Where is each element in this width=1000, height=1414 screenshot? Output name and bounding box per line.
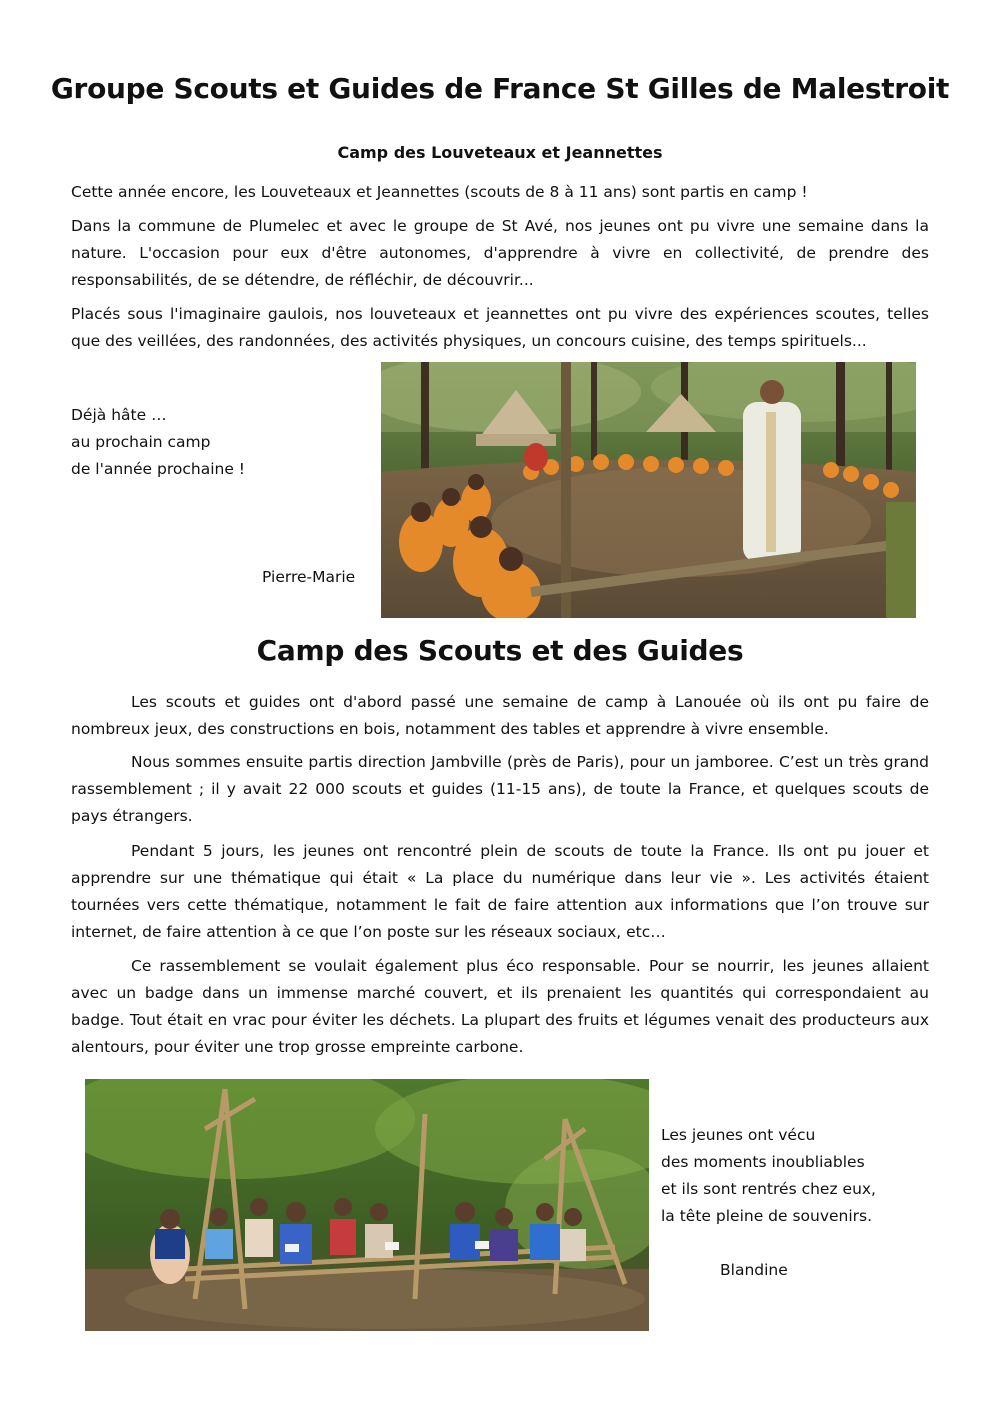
section1-heading: Camp des Louveteaux et Jeannettes: [337, 143, 663, 162]
aside-line: Déjà hâte …: [71, 406, 167, 424]
section2-paragraph-3: Pendant 5 jours, les jeunes ont rencontré plein de scouts de toute la France. Ils ont pu jouer et apprendre sur une thématique qui était « La place du numérique dans leur vie ». Les activités étaient tournées vers cette thématique, notamment le fait de faire attention aux informations que l’on trouve sur internet, de faire attention à ce que l’on poste sur les réseaux sociaux, etc…: [71, 842, 929, 941]
section1-paragraph-2: Dans la commune de Plumelec et avec le groupe de St Avé, nos jeunes ont pu vivre une semaine dans la nature. L'occasion pour eux d'être autonomes, d'apprendre à vivre en collectivité, de prendre des responsabilités, de se détendre, de réfléchir, de découvrir...: [71, 217, 929, 289]
section2-paragraph-2: Nous sommes ensuite partis direction Jambville (près de Paris), pour un jamboree. C’est un très grand rassemblement ; il y avait 22 000 scouts et guides (11-15 ans), de toute la France, et quelques scouts de pays étrangers.: [71, 753, 929, 825]
section2-signature: Blandine: [720, 1261, 788, 1279]
section1-paragraph-1: Cette année encore, les Louveteaux et Jeannettes (scouts de 8 à 11 ans) sont partis en camp !: [71, 183, 808, 201]
section1-aside: [71, 402, 245, 483]
aside-line: la tête pleine de souvenirs.: [661, 1207, 873, 1225]
section2-heading: Camp des Scouts et des Guides: [256, 634, 744, 667]
aside-line: au prochain camp: [71, 433, 211, 451]
aside-line: des moments inoubliables: [661, 1153, 865, 1171]
section2-aside: [661, 1122, 876, 1230]
aside-line: Les jeunes ont vécu: [661, 1126, 816, 1144]
scouts-table-photo: [85, 1079, 649, 1331]
aside-line: de l'année prochaine !: [71, 460, 246, 478]
aside-line: et ils sont rentrés chez eux,: [661, 1180, 876, 1198]
camp-circle-photo: [381, 362, 916, 618]
section1-paragraph-3: Placés sous l'imaginaire gaulois, nos louveteaux et jeannettes ont pu vivre des expériences scoutes, telles que des veillées, des randonnées, des activités physiques, un concours cuisine, des temps spirituels...: [71, 305, 929, 350]
page-title: Groupe Scouts et Guides de France St Gilles de Malestroit: [50, 72, 950, 105]
section2-paragraph-1: Les scouts et guides ont d'abord passé une semaine de camp à Lanouée où ils ont pu faire de nombreux jeux, des constructions en bois, notamment des tables et apprendre à vivre ensemble.: [71, 693, 929, 738]
section2-paragraph-4: Ce rassemblement se voulait également plus éco responsable. Pour se nourrir, les jeunes allaient avec un badge dans un immense marché couvert, et ils prenaient les quantités qui correspondaient au badge. Tout était en vrac pour éviter les déchets. La plupart des fruits et légumes venait des producteurs aux alentours, pour éviter une trop grosse empreinte carbone.: [71, 957, 929, 1056]
section1-signature: Pierre-Marie: [262, 568, 356, 586]
